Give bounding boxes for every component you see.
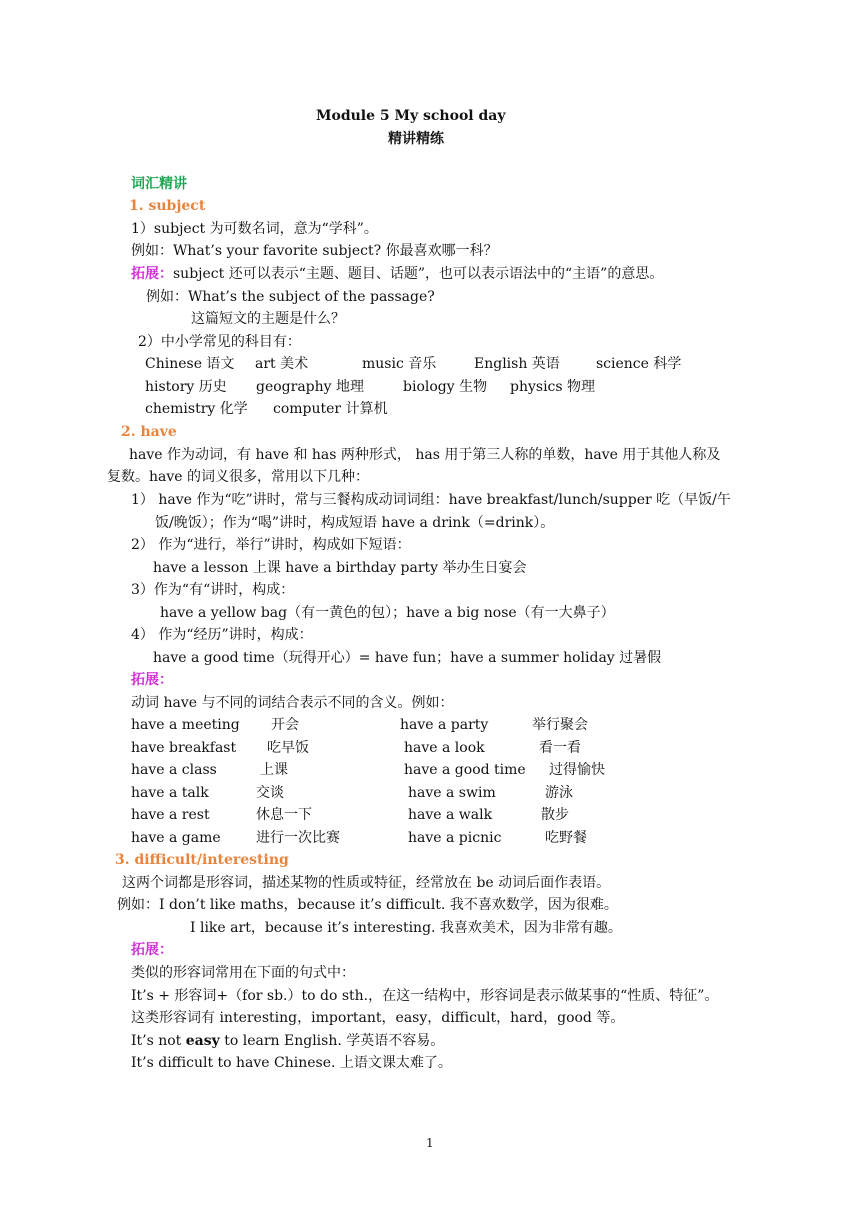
s1-line-4: 例如：What’s the subject of the passage? bbox=[146, 289, 435, 305]
section-label: 词汇精讲 bbox=[131, 176, 187, 192]
subject-item: science 科学 bbox=[596, 356, 682, 372]
subject-item: English 英语 bbox=[474, 356, 560, 372]
s3-example-1: 例如：I don’t like maths，because it’s difficult. 我不喜欢数学，因为很难。 bbox=[117, 897, 618, 913]
phrase-zh: 举行聚会 bbox=[532, 717, 588, 733]
subject-item: biology 生物 bbox=[403, 379, 488, 395]
s2-extension-intro: 动词 have 与不同的词结合表示不同的含义。例如： bbox=[131, 695, 454, 711]
s3-extension-line-1: 类似的形容词常用在下面的句式中： bbox=[131, 965, 355, 981]
extension-label: 拓展： bbox=[131, 942, 173, 958]
section-1-heading: 1. subject bbox=[129, 198, 206, 214]
phrase-en: have a swim bbox=[408, 785, 496, 801]
subject-item: Chinese 语文 bbox=[145, 356, 235, 372]
phrase-zh: 散步 bbox=[541, 807, 569, 823]
s2-item-4-example: have a good time（玩得开心）= have fun；have a summer holiday 过暑假 bbox=[153, 650, 662, 666]
page-number: 1 bbox=[426, 1136, 434, 1150]
s3-e4-pre: It’s not bbox=[131, 1033, 186, 1049]
phrase-en: have breakfast bbox=[131, 740, 237, 756]
phrase-zh: 游泳 bbox=[545, 785, 573, 801]
s2-item-3: 3）作为“有“讲时，构成： bbox=[131, 582, 295, 598]
s2-item-2-example: have a lesson 上课 have a birthday party 举办生日宴会 bbox=[153, 560, 527, 576]
s3-e4-post: to learn English. 学英语不容易。 bbox=[219, 1033, 445, 1049]
phrase-zh: 进行一次比赛 bbox=[256, 830, 340, 846]
page-title: Module 5 My school day bbox=[316, 108, 506, 124]
phrase-zh: 过得愉快 bbox=[549, 762, 605, 778]
phrase-zh: 开会 bbox=[271, 717, 299, 733]
s1-line-3: subject 还可以表示“主题、题目、话题”，也可以表示语法中的“主语”的意思。 bbox=[173, 266, 664, 282]
phrase-en: have a game bbox=[131, 830, 221, 846]
phrase-en: have a class bbox=[131, 762, 217, 778]
s2-item-4: 4） 作为“经历”讲时，构成： bbox=[131, 627, 313, 643]
s3-e4-bold: easy bbox=[185, 1033, 220, 1049]
phrase-en: have a rest bbox=[131, 807, 210, 823]
phrase-en: have a look bbox=[404, 740, 485, 756]
phrase-zh: 吃早饭 bbox=[267, 740, 309, 756]
s3-extension-line-3: 这类形容词有 interesting，important，easy，difficult，hard，good 等。 bbox=[131, 1010, 625, 1026]
phrase-zh: 吃野餐 bbox=[545, 830, 587, 846]
phrase-en: have a walk bbox=[408, 807, 493, 823]
phrase-en: have a talk bbox=[131, 785, 209, 801]
section-2-heading: 2. have bbox=[121, 424, 177, 440]
extension-label: 拓展： bbox=[131, 672, 173, 688]
s3-extension-line-2: It’s + 形容词+（for sb.）to do sth.，在这一结构中，形容词是表示做某事的“性质、特征”。 bbox=[131, 988, 719, 1004]
phrase-zh: 休息一下 bbox=[256, 807, 312, 823]
s3-paragraph: 这两个词都是形容词，描述某物的性质或特征，经常放在 be 动词后面作表语。 bbox=[122, 875, 611, 891]
s3-extension-line-4 bbox=[131, 1032, 444, 1050]
s2-item-3-example: have a yellow bag（有一黄色的包）；have a big nose（有一大鼻子） bbox=[160, 605, 615, 621]
phrase-en: have a good time bbox=[404, 762, 526, 778]
extension-label: 拓展： bbox=[131, 266, 173, 282]
s3-extension-line-5: It’s difficult to have Chinese. 上语文课太难了。 bbox=[131, 1055, 452, 1071]
subject-item: art 美术 bbox=[255, 356, 309, 372]
s1-extension-line bbox=[131, 265, 663, 283]
phrase-zh: 交谈 bbox=[256, 785, 284, 801]
subject-item: history 历史 bbox=[145, 379, 227, 395]
subject-item: chemistry 化学 bbox=[145, 401, 248, 417]
s1-line-6: 2）中小学常见的科目有： bbox=[138, 334, 301, 350]
subject-item: physics 物理 bbox=[510, 379, 596, 395]
page-subtitle: 精讲精练 bbox=[388, 131, 444, 147]
s2-item-1-line-1: 1） have 作为“吃”讲时，常与三餐构成动词词组：have breakfast/lunch/supper 吃（早饭/午 bbox=[131, 492, 731, 508]
phrase-en: have a picnic bbox=[408, 830, 502, 846]
s3-example-2: I like art，because it’s interesting. 我喜欢美术，因为非常有趣。 bbox=[190, 920, 622, 936]
s2-paragraph-line-2: 复数。have 的词义很多，常用以下几种： bbox=[107, 469, 370, 485]
s2-item-1-line-2: 饭/晚饭）；作为“喝”讲时，构成短语 have a drink（=drink）。 bbox=[155, 515, 555, 531]
s2-paragraph-line-1: have 作为动词，有 have 和 has 两种形式， has 用于第三人称的单数，have 用于其他人称及 bbox=[129, 447, 721, 463]
phrase-zh: 看一看 bbox=[539, 740, 581, 756]
phrase-en: have a party bbox=[400, 717, 489, 733]
s2-item-2: 2） 作为“进行，举行”讲时，构成如下短语： bbox=[131, 537, 411, 553]
subject-item: geography 地理 bbox=[256, 379, 365, 395]
s1-line-1: 1）subject 为可数名词，意为“学科”。 bbox=[131, 221, 378, 237]
subject-item: music 音乐 bbox=[362, 356, 437, 372]
subject-item: computer 计算机 bbox=[273, 401, 388, 417]
s1-line-5: 这篇短文的主题是什么？ bbox=[191, 311, 345, 327]
s1-line-2: 例如：What’s your favorite subject? 你最喜欢哪一科？ bbox=[131, 243, 498, 259]
phrase-en: have a meeting bbox=[131, 717, 240, 733]
section-3-heading: 3. difficult/interesting bbox=[115, 852, 289, 868]
phrase-zh: 上课 bbox=[260, 762, 288, 778]
